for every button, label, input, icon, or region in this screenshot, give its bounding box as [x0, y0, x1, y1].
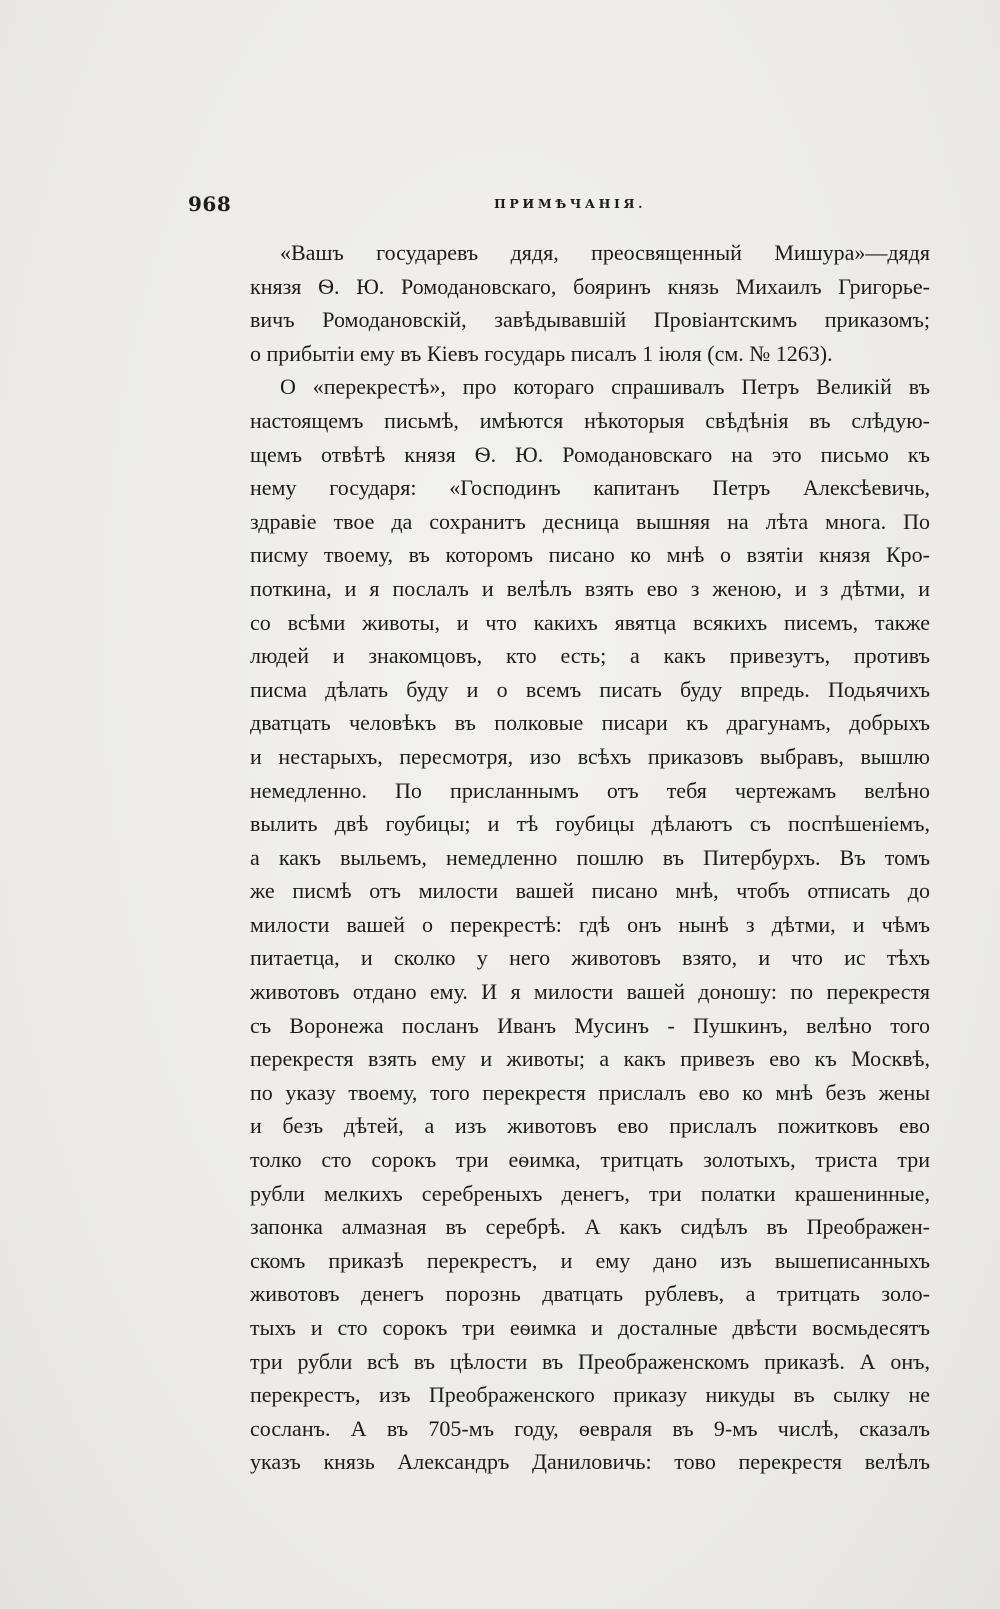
text-line: и безъ дѣтей, а изъ животовъ ево прислалъ пожитковъ ево	[250, 1113, 930, 1139]
text-line: а какъ выльемъ, немедленно пошлю въ Питербурхъ. Въ томъ	[250, 844, 930, 870]
text-line: писма дѣлать буду и о всемъ писать буду впредь. Подьячихъ	[250, 676, 930, 702]
page-number: 968	[188, 192, 232, 216]
text-line: указъ князь Александръ Даниловичь: тово перекрестя велѣлъ	[250, 1449, 930, 1475]
text-line: дватцать человѣкъ въ полковые писари къ драгунамъ, добрыхъ	[250, 710, 930, 736]
text-line: О «перекрестѣ», про котораго спрашивалъ Петръ Великій въ	[280, 374, 930, 400]
text-line: о прибытіи ему въ Кіевъ государь писалъ 1 іюля (см. № 1263).	[250, 340, 833, 366]
text-line: сосланъ. А въ 705-мъ году, ѳевраля въ 9-мъ числѣ, сказалъ	[250, 1415, 930, 1441]
text-line: съ Воронежа посланъ Иванъ Мусинъ - Пушкинъ, велѣно того	[250, 1012, 930, 1038]
text-line: три рубли всѣ въ цѣлости въ Преображенскомъ приказѣ. А онъ,	[250, 1348, 930, 1374]
text-line: по указу твоему, того перекрестя прислалъ ево ко мнѣ безъ жены	[250, 1079, 930, 1105]
text-line: животовъ денегъ порознь дватцать рублевъ, а тритцать золо-	[250, 1281, 930, 1307]
body-text	[250, 236, 930, 1479]
text-line: здравіе твое да сохранитъ десница вышняя на лѣта многа. По	[250, 508, 930, 534]
text-line: питаетца, и сколко у него животовъ взято, и что ис тѣхъ	[250, 945, 930, 971]
text-line: вичъ Ромодановскій, завѣдывавшій Провіантскимъ приказомъ;	[250, 307, 930, 333]
text-line: рубли мелкихъ серебреныхъ денегъ, три полатки крашенинные,	[250, 1180, 930, 1206]
text-line: со всѣми животы, и что какихъ явятца всякихъ писемъ, также	[250, 609, 930, 635]
text-line: запонка алмазная въ серебрѣ. А какъ сидѣлъ въ Преображен-	[250, 1214, 930, 1240]
text-line: писму твоему, въ которомъ писано ко мнѣ о взятіи князя Кро-	[250, 542, 930, 568]
text-line: толко сто сорокъ три еѳимка, тритцать золотыхъ, триста три	[250, 1147, 930, 1173]
text-line: животовъ отдано ему. И я милости вашей доношу: по перекрестя	[250, 979, 930, 1005]
section-title: ПРИМѢЧАНІЯ.	[494, 196, 647, 211]
text-line: скомъ приказѣ перекрестъ, и ему дано изъ вышеписанныхъ	[250, 1247, 930, 1273]
text-line: перекрестъ, изъ Преображенского приказу никуды въ сылку не	[250, 1382, 930, 1408]
text-line: людей и знакомцовъ, кто есть; а какъ привезутъ, противъ	[250, 643, 930, 669]
text-line: тыхъ и сто сорокъ три еѳимка и досталные двѣсти восмьдесятъ	[250, 1315, 930, 1340]
running-head	[188, 184, 940, 224]
text-line: вылить двѣ гоубицы; и тѣ гоубицы дѣлаютъ съ поспѣшеніемъ,	[250, 811, 930, 837]
text-line: немедленно. По присланнымъ отъ тебя чертежамъ велѣно	[250, 777, 930, 803]
text-line: князя Ѳ. Ю. Ромодановскаго, бояринъ князь Михаилъ Григорье-	[250, 273, 930, 299]
text-line: и нестарыхъ, пересмотря, изо всѣхъ приказовъ выбравъ, вышлю	[250, 743, 930, 769]
text-line: же писмѣ отъ милости вашей писано мнѣ, чтобъ отписать до	[250, 878, 930, 904]
text-line: поткина, и я послалъ и велѣлъ взять ево з женою, и з дѣтми, и	[250, 575, 930, 601]
text-line: перекрестя взять ему и животы; а какъ привезъ ево къ Москвѣ,	[250, 1046, 930, 1072]
text-line: настоящемъ письмѣ, имѣются нѣкоторыя свѣдѣнія въ слѣдую-	[250, 407, 930, 433]
text-line: милости вашей о перекрестѣ: гдѣ онъ нынѣ з дѣтми, и чѣмъ	[250, 911, 930, 937]
text-line: «Вашъ государевъ дядя, преосвященный Мишура»—дядя	[280, 240, 930, 265]
text-line: щемъ отвѣтѣ князя Ѳ. Ю. Ромодановскаго на это письмо къ	[250, 441, 930, 467]
text-line: нему государя: «Господинъ капитанъ Петръ Алексѣевичь,	[250, 475, 930, 501]
